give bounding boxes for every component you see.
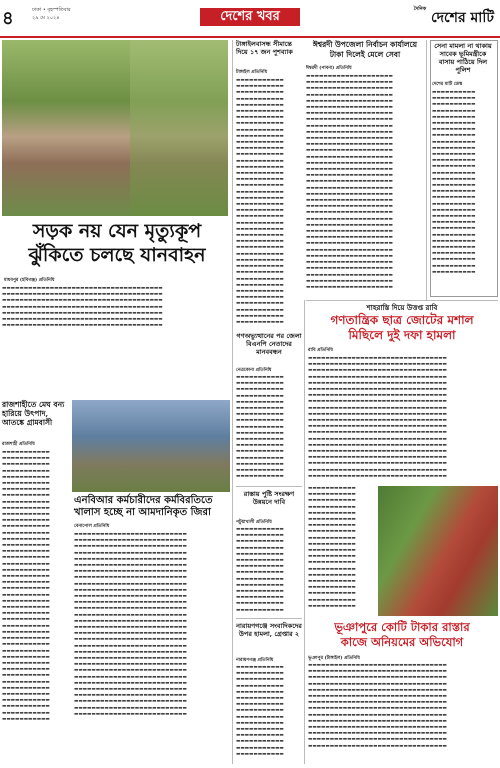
middle-byline-3: নারায়ণগঞ্জ প্রতিনিধি [236, 658, 274, 663]
upazila-body [306, 74, 424, 294]
airport-headline: এনবিআর কর্মচারীদের কর্মবিরতিতে খালাস হচ্ছে না আমদানিকৃত জিরা [74, 495, 213, 518]
lead-photo-2 [130, 40, 228, 216]
middle-byline-1: নেত্রকোনা প্রতিনিধি [236, 368, 272, 373]
right-byline: দেশের মাটি ডেস্ক [432, 82, 463, 87]
right-body-text: ▬▬▬▬▬▬▬▬▬▬ ▬▬▬▬▬▬▬▬▬▬ ▬▬▬▬▬▬▬▬▬▬ ▬▬▬▬▬▬▬▬▬▬ ▬▬▬▬▬▬▬▬▬▬ ▬▬▬▬▬▬▬▬▬▬ ▬▬▬▬▬▬▬▬▬▬ ▬▬▬▬▬▬▬▬▬▬ ▬▬▬▬▬▬▬▬▬▬ ▬▬▬▬▬▬▬▬▬▬ ▬▬▬▬▬▬▬▬▬▬ ▬▬▬▬▬▬▬▬▬▬ ▬▬▬▬▬▬▬▬▬▬ ▬▬▬▬▬▬▬▬▬▬ ▬▬▬▬▬▬▬▬▬▬ ▬▬▬▬▬▬▬▬▬▬ ▬▬▬▬▬▬▬▬▬▬ ▬▬▬▬▬▬▬▬▬▬ ▬▬▬▬▬▬▬▬▬▬ ▬▬▬▬▬▬▬▬▬▬ ▬▬▬▬▬▬▬▬▬▬ ▬▬▬▬▬▬▬▬▬▬ ▬▬▬▬▬▬▬▬▬▬ ▬▬▬▬▬▬▬▬▬▬ ▬▬▬▬▬▬▬▬▬▬ ▬▬▬▬▬▬▬▬▬▬ ▬▬▬▬▬▬▬▬▬▬ ▬▬▬▬▬▬▬▬▬▬ ▬▬▬▬▬▬▬▬▬▬ ▬▬▬▬▬▬▬▬▬▬ [432, 90, 476, 275]
flood-headline: রাজশাহীতে মেঘ বন্য হারিয়ে উৎপাদ, আতঙ্কে গ্রামবাসী [2, 400, 65, 427]
page-header [0, 0, 500, 38]
pushback-body [236, 78, 304, 328]
rally-kicker: শাহরাস্তি দিয়ে উত্তপ্ত রাবি [366, 303, 438, 312]
rally-top-rule [306, 300, 498, 301]
rally-byline: রাবি প্রতিনিধি [308, 348, 333, 353]
pushback-byline: টাঙ্গাইল প্রতিনিধি [236, 70, 268, 75]
road-headline-2: কাজে অনিয়মের অভিযোগ [340, 635, 464, 649]
date-block [32, 6, 71, 22]
middle-body-1 [236, 375, 302, 485]
upazila-headline: ঈশ্বরদী উপজেলা নির্বাচন কার্যালয়ে টাকা দিলেই মেলে সেবা [312, 40, 418, 59]
rally-body [308, 356, 498, 484]
column-rule-3 [304, 300, 305, 764]
masthead-brand [414, 6, 494, 30]
road-side-body [308, 486, 374, 616]
middle-body-3-text: ▬▬▬▬▬▬▬▬▬▬▬ ▬▬▬▬▬▬▬▬▬▬▬ ▬▬▬▬▬▬▬▬▬▬▬ ▬▬▬▬▬▬▬▬▬▬▬ ▬▬▬▬▬▬▬▬▬▬▬ ▬▬▬▬▬▬▬▬▬▬▬ ▬▬▬▬▬▬▬▬▬▬▬ ▬▬▬▬▬▬▬▬▬▬▬ ▬▬▬▬▬▬▬▬▬▬▬ ▬▬▬▬▬▬▬▬▬▬▬ ▬▬▬▬▬▬▬▬▬▬▬ ▬▬▬▬▬▬▬▬▬▬▬ ▬▬▬▬▬▬▬▬▬▬▬ ▬▬▬▬▬▬▬▬▬▬▬ ▬▬▬▬▬▬▬▬▬▬▬ [236, 665, 284, 757]
road-body-text: ▬▬▬▬▬▬▬▬▬▬▬▬▬▬▬▬▬▬▬▬▬▬▬▬▬▬▬▬▬▬▬▬ ▬▬▬▬▬▬▬▬▬▬▬▬▬▬▬▬▬▬▬▬▬▬▬▬▬▬▬▬▬▬▬▬ ▬▬▬▬▬▬▬▬▬▬▬▬▬▬▬▬▬▬▬▬▬▬▬▬▬▬▬▬▬▬▬▬ ▬▬▬▬▬▬▬▬▬▬▬▬▬▬▬▬▬▬▬▬▬▬▬▬▬▬▬▬▬▬▬▬ ▬▬▬▬▬▬▬▬▬▬▬▬▬▬▬▬▬▬▬▬▬▬▬▬▬▬▬▬▬▬▬▬ ▬▬▬▬▬▬▬▬▬▬▬▬▬▬▬▬▬▬▬▬▬▬▬▬▬▬▬▬▬▬▬▬ ▬▬▬▬▬▬▬▬▬▬▬▬▬▬▬▬▬▬▬▬▬▬▬▬▬▬▬▬▬▬▬▬ ▬▬▬▬▬▬▬▬▬▬▬▬▬▬▬▬▬▬▬▬▬▬▬▬▬▬▬▬▬▬▬▬ ▬▬▬▬▬▬▬▬▬▬▬▬▬▬▬▬▬▬▬▬▬▬▬▬▬▬▬▬▬▬▬▬ ▬▬▬▬▬▬▬▬▬▬▬▬▬▬▬▬▬▬▬▬▬▬▬▬▬▬▬▬▬▬▬▬ ▬▬▬▬▬▬▬▬▬▬▬▬▬▬▬▬▬▬▬▬▬▬▬▬▬▬▬▬▬▬▬▬ ▬▬▬▬▬▬▬▬▬▬▬▬▬▬▬▬▬▬▬▬▬▬▬▬▬▬▬▬▬▬▬▬ ▬▬▬▬▬▬▬▬▬▬▬▬▬▬▬▬▬▬▬▬▬▬▬▬▬▬▬▬▬▬▬▬ ▬▬▬▬▬▬▬▬▬▬▬▬▬▬▬▬▬▬▬▬▬▬▬▬▬▬▬▬▬▬▬▬ [308, 663, 447, 749]
rally-headline-2: মিছিলে দুই দফা হামলা [348, 328, 456, 342]
upazila-byline: ঈশ্বরদী (পাবনা) প্রতিনিধি [306, 66, 352, 71]
middle-divider-2 [236, 618, 302, 619]
middle-body-2-text: ▬▬▬▬▬▬▬▬▬▬▬ ▬▬▬▬▬▬▬▬▬▬▬ ▬▬▬▬▬▬▬▬▬▬▬ ▬▬▬▬▬▬▬▬▬▬▬ ▬▬▬▬▬▬▬▬▬▬▬ ▬▬▬▬▬▬▬▬▬▬▬ ▬▬▬▬▬▬▬▬▬▬▬ ▬▬▬▬▬▬▬▬▬▬▬ ▬▬▬▬▬▬▬▬▬▬▬ ▬▬▬▬▬▬▬▬▬▬▬ ▬▬▬▬▬▬▬▬▬▬▬ ▬▬▬▬▬▬▬▬▬▬▬ ▬▬▬▬▬▬▬▬▬▬▬ ▬▬▬▬▬▬▬▬▬▬▬ [236, 527, 284, 613]
rally-headline-1: গণতান্ত্রিক ছাত্র জোটের মশাল [330, 313, 474, 327]
road-side-text: ▬▬▬▬▬▬▬▬▬▬▬ ▬▬▬▬▬▬▬▬▬▬▬ ▬▬▬▬▬▬▬▬▬▬▬ ▬▬▬▬▬▬▬▬▬▬▬ ▬▬▬▬▬▬▬▬▬▬▬ ▬▬▬▬▬▬▬▬▬▬▬ ▬▬▬▬▬▬▬▬▬▬▬ ▬▬▬▬▬▬▬▬▬▬▬ ▬▬▬▬▬▬▬▬▬▬▬ ▬▬▬▬▬▬▬▬▬▬▬ ▬▬▬▬▬▬▬▬▬▬▬ ▬▬▬▬▬▬▬▬▬▬▬ ▬▬▬▬▬▬▬▬▬▬▬ ▬▬▬▬▬▬▬▬▬▬▬ ▬▬▬▬▬▬▬▬▬▬▬ ▬▬▬▬▬▬▬▬▬▬▬ ▬▬▬▬▬▬▬▬▬▬▬ ▬▬▬▬▬▬▬▬▬▬▬ ▬▬▬▬▬▬▬▬▬▬▬ ▬▬▬▬▬▬▬▬▬▬▬ [308, 486, 356, 609]
page-number: ৪ [2, 8, 14, 29]
airport-body-text: ▬▬▬▬▬▬▬▬▬▬▬▬▬▬▬▬▬▬▬▬▬▬▬▬▬▬ ▬▬▬▬▬▬▬▬▬▬▬▬▬▬▬▬▬▬▬▬▬▬▬▬▬▬ ▬▬▬▬▬▬▬▬▬▬▬▬▬▬▬▬▬▬▬▬▬▬▬▬▬▬ ▬▬▬▬▬▬▬▬▬▬▬▬▬▬▬▬▬▬▬▬▬▬▬▬▬▬ ▬▬▬▬▬▬▬▬▬▬▬▬▬▬▬▬▬▬▬▬▬▬▬▬▬▬ ▬▬▬▬▬▬▬▬▬▬▬▬▬▬▬▬▬▬▬▬▬▬▬▬▬▬ ▬▬▬▬▬▬▬▬▬▬▬▬▬▬▬▬▬▬▬▬▬▬▬▬▬▬ ▬▬▬▬▬▬▬▬▬▬▬▬▬▬▬▬▬▬▬▬▬▬▬▬▬▬ ▬▬▬▬▬▬▬▬▬▬▬▬▬▬▬▬▬▬▬▬▬▬▬▬▬▬ ▬▬▬▬▬▬▬▬▬▬▬▬▬▬▬▬▬▬▬▬▬▬▬▬▬▬ ▬▬▬▬▬▬▬▬▬▬▬▬▬▬▬▬▬▬▬▬▬▬▬▬▬▬ ▬▬▬▬▬▬▬▬▬▬▬▬▬▬▬▬▬▬▬▬▬▬▬▬▬▬ ▬▬▬▬▬▬▬▬▬▬▬▬▬▬▬▬▬▬▬▬▬▬▬▬▬▬ ▬▬▬▬▬▬▬▬▬▬▬▬▬▬▬▬▬▬▬▬▬▬▬▬▬▬ ▬▬▬▬▬▬▬▬▬▬▬▬▬▬▬▬▬▬▬▬▬▬▬▬▬▬ ▬▬▬▬▬▬▬▬▬▬▬▬▬▬▬▬▬▬▬▬▬▬▬▬▬▬ ▬▬▬▬▬▬▬▬▬▬▬▬▬▬▬▬▬▬▬▬▬▬▬▬▬▬ ▬▬▬▬▬▬▬▬▬▬▬▬▬▬▬▬▬▬▬▬▬▬▬▬▬▬ ▬▬▬▬▬▬▬▬▬▬▬▬▬▬▬▬▬▬▬▬▬▬▬▬▬▬ ▬▬▬▬▬▬▬▬▬▬▬▬▬▬▬▬▬▬▬▬▬▬▬▬▬▬ ▬▬▬▬▬▬▬▬▬▬▬▬▬▬▬▬▬▬▬▬▬▬▬▬▬▬ ▬▬▬▬▬▬▬▬▬▬▬▬▬▬▬▬▬▬▬▬▬▬▬▬▬▬ ▬▬▬▬▬▬▬▬▬▬▬▬▬▬▬▬▬▬▬▬▬▬▬▬▬▬ ▬▬▬▬▬▬▬▬▬▬▬▬▬▬▬▬▬▬▬▬▬▬▬▬▬▬ ▬▬▬▬▬▬▬▬▬▬▬▬▬▬▬▬▬▬▬▬▬▬▬▬▬▬ ▬▬▬▬▬▬▬▬▬▬▬▬▬▬▬▬▬▬▬▬▬▬▬▬▬▬ ▬▬▬▬▬▬▬▬▬▬▬▬▬▬▬▬▬▬▬▬▬▬▬▬▬▬ ▬▬▬▬▬▬▬▬▬▬▬▬▬▬▬▬▬▬▬▬▬▬▬▬▬▬ ▬▬▬▬▬▬▬▬▬▬▬▬▬▬▬▬▬▬▬▬▬▬▬▬▬▬ ▬▬▬▬▬▬▬▬▬▬▬▬▬▬▬▬▬▬▬▬▬▬▬▬▬▬ [74, 532, 187, 717]
middle-headline-1: গণঅভ্যুত্থানের পর জেলা বিএনপি নেতাদের মানববন্ধন [236, 332, 302, 356]
section-title: দেশের খবর [200, 8, 300, 26]
middle-divider-1 [236, 486, 302, 487]
road-photo [378, 486, 498, 616]
rally-body-text: ▬▬▬▬▬▬▬▬▬▬▬▬▬▬▬▬▬▬▬▬▬▬▬▬▬▬▬▬▬▬▬▬ ▬▬▬▬▬▬▬▬▬▬▬▬▬▬▬▬▬▬▬▬▬▬▬▬▬▬▬▬▬▬▬▬ ▬▬▬▬▬▬▬▬▬▬▬▬▬▬▬▬▬▬▬▬▬▬▬▬▬▬▬▬▬▬▬▬ ▬▬▬▬▬▬▬▬▬▬▬▬▬▬▬▬▬▬▬▬▬▬▬▬▬▬▬▬▬▬▬▬ ▬▬▬▬▬▬▬▬▬▬▬▬▬▬▬▬▬▬▬▬▬▬▬▬▬▬▬▬▬▬▬▬ ▬▬▬▬▬▬▬▬▬▬▬▬▬▬▬▬▬▬▬▬▬▬▬▬▬▬▬▬▬▬▬▬ ▬▬▬▬▬▬▬▬▬▬▬▬▬▬▬▬▬▬▬▬▬▬▬▬▬▬▬▬▬▬▬▬ ▬▬▬▬▬▬▬▬▬▬▬▬▬▬▬▬▬▬▬▬▬▬▬▬▬▬▬▬▬▬▬▬ ▬▬▬▬▬▬▬▬▬▬▬▬▬▬▬▬▬▬▬▬▬▬▬▬▬▬▬▬▬▬▬▬ ▬▬▬▬▬▬▬▬▬▬▬▬▬▬▬▬▬▬▬▬▬▬▬▬▬▬▬▬▬▬▬▬ ▬▬▬▬▬▬▬▬▬▬▬▬▬▬▬▬▬▬▬▬▬▬▬▬▬▬▬▬▬▬▬▬ ▬▬▬▬▬▬▬▬▬▬▬▬▬▬▬▬▬▬▬▬▬▬▬▬▬▬▬▬▬▬▬▬ ▬▬▬▬▬▬▬▬▬▬▬▬▬▬▬▬▬▬▬▬▬▬▬▬▬▬▬▬▬▬▬▬ ▬▬▬▬▬▬▬▬▬▬▬▬▬▬▬▬▬▬▬▬▬▬▬▬▬▬▬▬▬▬▬▬ ▬▬▬▬▬▬▬▬▬▬▬▬▬▬▬▬▬▬▬▬▬▬▬▬▬▬▬▬▬▬▬▬ ▬▬▬▬▬▬▬▬▬▬▬▬▬▬▬▬▬▬▬▬▬▬▬▬▬▬▬▬▬▬▬▬ ▬▬▬▬▬▬▬▬▬▬▬▬▬▬▬▬▬▬▬▬▬▬▬▬▬▬▬▬▬▬▬▬ ▬▬▬▬▬▬▬▬▬▬▬▬▬▬▬▬▬▬▬▬▬▬▬▬▬▬▬▬▬▬▬▬ ▬▬▬▬▬▬▬▬▬▬▬▬▬▬▬▬▬▬▬▬▬▬▬▬▬▬▬▬▬▬▬▬ ▬▬▬▬▬▬▬▬▬▬▬▬▬▬▬▬▬▬▬▬▬▬▬▬▬▬▬▬▬▬▬▬ [308, 356, 447, 479]
right-body [432, 90, 494, 290]
road-headline-1: ভূঞাপুরে কোটি টাকার রাস্তার [334, 620, 470, 634]
issue-location: ঢাকা • বৃহস্পতিবার [32, 7, 71, 13]
road-byline: ভূঞাপুর (টাঙ্গাইল) প্রতিনিধি [308, 656, 360, 661]
lead-byline: মাধবপুর (হবিগঞ্জ) প্রতিনিধি [4, 278, 55, 283]
column-rule-2 [426, 40, 427, 300]
pushback-body-text: ▬▬▬▬▬▬▬▬▬▬▬ ▬▬▬▬▬▬▬▬▬▬▬ ▬▬▬▬▬▬▬▬▬▬▬ ▬▬▬▬▬▬▬▬▬▬▬ ▬▬▬▬▬▬▬▬▬▬▬ ▬▬▬▬▬▬▬▬▬▬▬ ▬▬▬▬▬▬▬▬▬▬▬ ▬▬▬▬▬▬▬▬▬▬▬ ▬▬▬▬▬▬▬▬▬▬▬ ▬▬▬▬▬▬▬▬▬▬▬ ▬▬▬▬▬▬▬▬▬▬▬ ▬▬▬▬▬▬▬▬▬▬▬ ▬▬▬▬▬▬▬▬▬▬▬ ▬▬▬▬▬▬▬▬▬▬▬ ▬▬▬▬▬▬▬▬▬▬▬ ▬▬▬▬▬▬▬▬▬▬▬ ▬▬▬▬▬▬▬▬▬▬▬ ▬▬▬▬▬▬▬▬▬▬▬ ▬▬▬▬▬▬▬▬▬▬▬ ▬▬▬▬▬▬▬▬▬▬▬ ▬▬▬▬▬▬▬▬▬▬▬ ▬▬▬▬▬▬▬▬▬▬▬ ▬▬▬▬▬▬▬▬▬▬▬ ▬▬▬▬▬▬▬▬▬▬▬ ▬▬▬▬▬▬▬▬▬▬▬ ▬▬▬▬▬▬▬▬▬▬▬ ▬▬▬▬▬▬▬▬▬▬▬ ▬▬▬▬▬▬▬▬▬▬▬ ▬▬▬▬▬▬▬▬▬▬▬ ▬▬▬▬▬▬▬▬▬▬▬ ▬▬▬▬▬▬▬▬▬▬▬ ▬▬▬▬▬▬▬▬▬▬▬ ▬▬▬▬▬▬▬▬▬▬▬ ▬▬▬▬▬▬▬▬▬▬▬ ▬▬▬▬▬▬▬▬▬▬▬ ▬▬▬▬▬▬▬▬▬▬▬ ▬▬▬▬▬▬▬▬▬▬▬ ▬▬▬▬▬▬▬▬▬▬▬ ▬▬▬▬▬▬▬▬▬▬▬ ▬▬▬▬▬▬▬▬▬▬▬ [236, 78, 284, 325]
brand-name: দেশের মাটি [431, 10, 494, 26]
middle-headline-3: নারায়ণগঞ্জে সংবাদিকদের উপর হামলা, গ্রেপ্তার ২ [236, 622, 302, 638]
middle-body-2 [236, 527, 302, 617]
column-rule-1 [232, 40, 233, 764]
flood-photo [72, 400, 230, 492]
flood-body-text: ▬▬▬▬▬▬▬▬▬▬▬ ▬▬▬▬▬▬▬▬▬▬▬ ▬▬▬▬▬▬▬▬▬▬▬ ▬▬▬▬▬▬▬▬▬▬▬ ▬▬▬▬▬▬▬▬▬▬▬ ▬▬▬▬▬▬▬▬▬▬▬ ▬▬▬▬▬▬▬▬▬▬▬ ▬▬▬▬▬▬▬▬▬▬▬ ▬▬▬▬▬▬▬▬▬▬▬ ▬▬▬▬▬▬▬▬▬▬▬ ▬▬▬▬▬▬▬▬▬▬▬ ▬▬▬▬▬▬▬▬▬▬▬ ▬▬▬▬▬▬▬▬▬▬▬ ▬▬▬▬▬▬▬▬▬▬▬ ▬▬▬▬▬▬▬▬▬▬▬ ▬▬▬▬▬▬▬▬▬▬▬ ▬▬▬▬▬▬▬▬▬▬▬ ▬▬▬▬▬▬▬▬▬▬▬ ▬▬▬▬▬▬▬▬▬▬▬ ▬▬▬▬▬▬▬▬▬▬▬ ▬▬▬▬▬▬▬▬▬▬▬ ▬▬▬▬▬▬▬▬▬▬▬ ▬▬▬▬▬▬▬▬▬▬▬ ▬▬▬▬▬▬▬▬▬▬▬ ▬▬▬▬▬▬▬▬▬▬▬ ▬▬▬▬▬▬▬▬▬▬▬ ▬▬▬▬▬▬▬▬▬▬▬ ▬▬▬▬▬▬▬▬▬▬▬ ▬▬▬▬▬▬▬▬▬▬▬ ▬▬▬▬▬▬▬▬▬▬▬ ▬▬▬▬▬▬▬▬▬▬▬ ▬▬▬▬▬▬▬▬▬▬▬ ▬▬▬▬▬▬▬▬▬▬▬ ▬▬▬▬▬▬▬▬▬▬▬ ▬▬▬▬▬▬▬▬▬▬▬ ▬▬▬▬▬▬▬▬▬▬▬ ▬▬▬▬▬▬▬▬▬▬▬ ▬▬▬▬▬▬▬▬▬▬▬ ▬▬▬▬▬▬▬▬▬▬▬ ▬▬▬▬▬▬▬▬▬▬▬ ▬▬▬▬▬▬▬▬▬▬▬ ▬▬▬▬▬▬▬▬▬▬▬ ▬▬▬▬▬▬▬▬▬▬▬ ▬▬▬▬▬▬▬▬▬▬▬ [2, 450, 50, 722]
issue-date: ২৯ মে ২০২৪ [32, 15, 60, 21]
flood-byline: রাজশাহী প্রতিনিধি [2, 442, 35, 447]
lead-headline-1: সড়ক নয় যেন মৃত্যুকূপ [32, 220, 202, 242]
lead-body-text: ▬▬▬▬▬▬▬▬▬▬▬▬▬▬▬▬▬▬▬▬▬▬▬▬▬▬▬▬▬▬▬▬▬▬▬▬▬ ▬▬▬▬▬▬▬▬▬▬▬▬▬▬▬▬▬▬▬▬▬▬▬▬▬▬▬▬▬▬▬▬▬▬▬▬▬ ▬▬▬▬▬▬▬▬▬▬▬▬▬▬▬▬▬▬▬▬▬▬▬▬▬▬▬▬▬▬▬▬▬▬▬▬▬ ▬▬▬▬▬▬▬▬▬▬▬▬▬▬▬▬▬▬▬▬▬▬▬▬▬▬▬▬▬▬▬▬▬▬▬▬▬ ▬▬▬▬▬▬▬▬▬▬▬▬▬▬▬▬▬▬▬▬▬▬▬▬▬▬▬▬▬▬▬▬▬▬▬▬▬ ▬▬▬▬▬▬▬▬▬▬▬▬▬▬▬▬▬▬▬▬▬▬▬▬▬▬▬▬▬▬▬▬▬▬▬▬▬ ▬▬▬▬▬▬▬▬▬▬▬▬▬▬▬▬▬▬▬▬▬▬▬▬▬▬▬▬▬▬▬▬▬▬▬▬▬ [2, 286, 163, 329]
flood-body [2, 450, 70, 760]
airport-body [74, 532, 230, 760]
road-body [308, 663, 498, 763]
upazila-body-text: ▬▬▬▬▬▬▬▬▬▬▬▬▬▬▬▬▬▬▬▬ ▬▬▬▬▬▬▬▬▬▬▬▬▬▬▬▬▬▬▬▬ ▬▬▬▬▬▬▬▬▬▬▬▬▬▬▬▬▬▬▬▬ ▬▬▬▬▬▬▬▬▬▬▬▬▬▬▬▬▬▬▬▬ ▬▬▬▬▬▬▬▬▬▬▬▬▬▬▬▬▬▬▬▬ ▬▬▬▬▬▬▬▬▬▬▬▬▬▬▬▬▬▬▬▬ ▬▬▬▬▬▬▬▬▬▬▬▬▬▬▬▬▬▬▬▬ ▬▬▬▬▬▬▬▬▬▬▬▬▬▬▬▬▬▬▬▬ ▬▬▬▬▬▬▬▬▬▬▬▬▬▬▬▬▬▬▬▬ ▬▬▬▬▬▬▬▬▬▬▬▬▬▬▬▬▬▬▬▬ ▬▬▬▬▬▬▬▬▬▬▬▬▬▬▬▬▬▬▬▬ ▬▬▬▬▬▬▬▬▬▬▬▬▬▬▬▬▬▬▬▬ ▬▬▬▬▬▬▬▬▬▬▬▬▬▬▬▬▬▬▬▬ ▬▬▬▬▬▬▬▬▬▬▬▬▬▬▬▬▬▬▬▬ ▬▬▬▬▬▬▬▬▬▬▬▬▬▬▬▬▬▬▬▬ ▬▬▬▬▬▬▬▬▬▬▬▬▬▬▬▬▬▬▬▬ ▬▬▬▬▬▬▬▬▬▬▬▬▬▬▬▬▬▬▬▬ ▬▬▬▬▬▬▬▬▬▬▬▬▬▬▬▬▬▬▬▬ ▬▬▬▬▬▬▬▬▬▬▬▬▬▬▬▬▬▬▬▬ ▬▬▬▬▬▬▬▬▬▬▬▬▬▬▬▬▬▬▬▬ ▬▬▬▬▬▬▬▬▬▬▬▬▬▬▬▬▬▬▬▬ ▬▬▬▬▬▬▬▬▬▬▬▬▬▬▬▬▬▬▬▬ ▬▬▬▬▬▬▬▬▬▬▬▬▬▬▬▬▬▬▬▬ ▬▬▬▬▬▬▬▬▬▬▬▬▬▬▬▬▬▬▬▬ ▬▬▬▬▬▬▬▬▬▬▬▬▬▬▬▬▬▬▬▬ ▬▬▬▬▬▬▬▬▬▬▬▬▬▬▬▬▬▬▬▬ ▬▬▬▬▬▬▬▬▬▬▬▬▬▬▬▬▬▬▬▬ ▬▬▬▬▬▬▬▬▬▬▬▬▬▬▬▬▬▬▬▬ ▬▬▬▬▬▬▬▬▬▬▬▬▬▬▬▬▬▬▬▬ ▬▬▬▬▬▬▬▬▬▬▬▬▬▬▬▬▬▬▬▬ ▬▬▬▬▬▬▬▬▬▬▬▬▬▬▬▬▬▬▬▬ ▬▬▬▬▬▬▬▬▬▬▬▬▬▬▬▬▬▬▬▬ ▬▬▬▬▬▬▬▬▬▬▬▬▬▬▬▬▬▬▬▬ ▬▬▬▬▬▬▬▬▬▬▬▬▬▬▬▬▬▬▬▬ ▬▬▬▬▬▬▬▬▬▬▬▬▬▬▬▬▬▬▬▬ [306, 74, 393, 290]
middle-headline-2: রাস্তায় পুষ্টি সংরক্ষণ উন্নয়নে দাবি [243, 490, 295, 506]
airport-byline: বেনাপোল প্রতিনিধি [74, 524, 110, 529]
middle-body-3 [236, 665, 302, 763]
lead-body [2, 286, 230, 396]
lead-headline-2: ঝুঁকিতে চলছে যানবাহন [28, 244, 206, 266]
middle-body-1-text: ▬▬▬▬▬▬▬▬▬▬▬ ▬▬▬▬▬▬▬▬▬▬▬ ▬▬▬▬▬▬▬▬▬▬▬ ▬▬▬▬▬▬▬▬▬▬▬ ▬▬▬▬▬▬▬▬▬▬▬ ▬▬▬▬▬▬▬▬▬▬▬ ▬▬▬▬▬▬▬▬▬▬▬ ▬▬▬▬▬▬▬▬▬▬▬ ▬▬▬▬▬▬▬▬▬▬▬ ▬▬▬▬▬▬▬▬▬▬▬ ▬▬▬▬▬▬▬▬▬▬▬ ▬▬▬▬▬▬▬▬▬▬▬ ▬▬▬▬▬▬▬▬▬▬▬ ▬▬▬▬▬▬▬▬▬▬▬ ▬▬▬▬▬▬▬▬▬▬▬ ▬▬▬▬▬▬▬▬▬▬▬ ▬▬▬▬▬▬▬▬▬▬▬ [236, 375, 284, 480]
middle-byline-2: পটুয়াখালী প্রতিনিধি [236, 520, 272, 525]
brand-prefix: দৈনিক [413, 6, 427, 12]
pushback-headline: টাঙ্গাইলবাসন্ধ সীমান্তে দিয়ে ১৭ জন পুশব্যাক [236, 40, 293, 56]
right-headline: সেনা মামলা না থাকায় সাবেক ভূমিমন্ত্রীকে বাসায় পাঠিয়ে দিল পুলিশ [434, 42, 492, 74]
